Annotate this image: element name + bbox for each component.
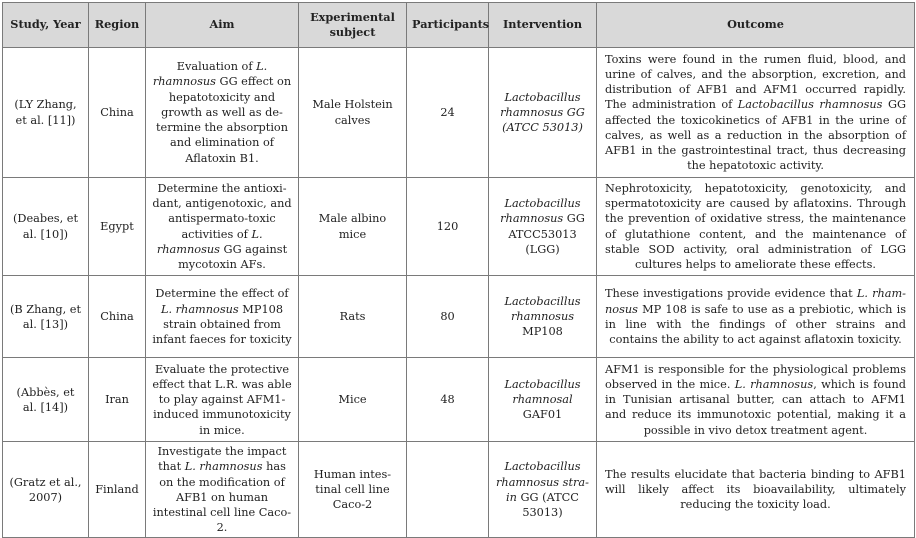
- subject-cell: Male Holstein calves: [299, 48, 407, 178]
- outcome-cell: [597, 442, 915, 538]
- cell-text: GAF01: [522, 408, 563, 422]
- cell-text: AFM1 is responsible for the physiological problems observed in the mice.: [605, 362, 906, 391]
- cell-text: GG effect on hepatotoxicity and growth as well as de-termine the absorption and elimination of Aflatoxin B1.: [155, 75, 292, 165]
- aim-cell: [146, 358, 299, 442]
- intervention-cell: [489, 178, 597, 276]
- header-aim: Aim: [146, 3, 299, 48]
- cell-text: GG (ATCC 53013): [516, 490, 579, 520]
- studies-table: [2, 2, 915, 538]
- intervention-cell: [489, 276, 597, 358]
- cell-text: Investigate the impact that: [157, 445, 287, 474]
- participants-cell: 48: [407, 358, 489, 442]
- cell-text: Toxins were found in the rumen fluid, blood, and urine of calves, and the absorption, excretion, and distribution of AFB1 and AFM1 occurred rapidly. The administration of: [605, 52, 906, 112]
- outcome-cell: [597, 276, 915, 358]
- cell-text: Determine the effect of: [155, 287, 289, 301]
- italic-text: L. rhamnosus: [184, 460, 263, 474]
- table-row: [3, 276, 915, 358]
- cell-text: MP108 strain obtained from infant faeces for toxicity: [152, 302, 292, 346]
- subject-cell: Rats: [299, 276, 407, 358]
- subject-cell: Human intes-tinal cell line Caco-2: [299, 442, 407, 538]
- italic-text: L. rhamnosus: [734, 377, 814, 391]
- intervention-cell: [489, 48, 597, 178]
- italic-text: L. rhamnosus: [152, 60, 268, 89]
- header-subject: Experimental subject: [299, 3, 407, 48]
- table-row: [3, 358, 915, 442]
- italic-text: L. rhamnosus: [160, 302, 239, 316]
- cell-text: , which is found in Tunisian artisanal butter, can attach to AFM1 and reduce its immunotoxic potential, making it a possible in vivo detox treatment agent.: [605, 377, 906, 437]
- cell-text: has on the modification of AFB1 on human intestinal cell line Caco-2.: [152, 460, 292, 535]
- study-cell: (Abbès, et al. [14]): [3, 358, 89, 442]
- cell-text: Nephrotoxicity, hepatotoxicity, genotoxicity, and spermatotoxicity are caused by aflatoxins. Through the prevention of oxidative stress, the maintenance of glutathione content, and the maintenance of stable SOD activity, oral administration of LGG cultures helps to ameliorate these effects.: [605, 182, 906, 272]
- intervention-cell: [489, 358, 597, 442]
- table-row: [3, 178, 915, 276]
- header-intervention: Intervention: [489, 3, 597, 48]
- italic-text: Lactobacillus rhamnosus stra-in: [496, 460, 589, 504]
- aim-cell: [146, 276, 299, 358]
- italic-text: Lactobacillus rhamnosus: [504, 294, 581, 324]
- cell-text: The results elucidate that bacteria binding to AFB1 will likely affect its bioavailability, ultimately reducing the toxicity load.: [605, 468, 906, 512]
- intervention-cell: [489, 442, 597, 538]
- cell-text: GG ATCC53013 (LGG): [508, 212, 585, 256]
- study-cell: (Deabes, et al. [10]): [3, 178, 89, 276]
- italic-text: Lactobacillus rhamnosus GG (ATCC 53013): [500, 90, 585, 135]
- cell-text: GG affected the toxicokinetics of AFB1 in the urine of calves, as well as a reduction in the absorption of AFB1 in the gastrointestinal tract, thus decreasing the hepatotoxic activity.: [605, 98, 906, 173]
- header-row: [3, 3, 915, 48]
- participants-cell: 120: [407, 178, 489, 276]
- region-cell: China: [89, 276, 146, 358]
- header-region: Region: [89, 3, 146, 48]
- subject-cell: Mice: [299, 358, 407, 442]
- region-cell: Finland: [89, 442, 146, 538]
- participants-cell: 80: [407, 276, 489, 358]
- table-row: [3, 48, 915, 178]
- region-cell: China: [89, 48, 146, 178]
- cell-text: GG against mycotoxin AFs.: [178, 242, 288, 272]
- aim-cell: [146, 442, 299, 538]
- cell-text: Evaluate the protective effect that L.R. was able to play against AFM1-induced immunotoxicity in mice.: [152, 362, 292, 437]
- italic-text: Lactobacillus rhamnosus: [737, 98, 883, 112]
- aim-cell: [146, 178, 299, 276]
- study-cell: (B Zhang, et al. [13]): [3, 276, 89, 358]
- italic-text: Lactobacillus rhamnosal: [504, 377, 581, 407]
- cell-text: Evaluation of: [176, 60, 257, 74]
- cell-text: MP 108 is safe to use as a prebiotic, which is in line with the findings of other strains and contains the ability to act against aflatoxin toxicity.: [605, 302, 906, 346]
- outcome-cell: [597, 358, 915, 442]
- outcome-cell: [597, 48, 915, 178]
- region-cell: Egypt: [89, 178, 146, 276]
- study-cell: (Gratz et al., 2007): [3, 442, 89, 538]
- participants-cell: [407, 442, 489, 538]
- cell-text: Determine the antioxi-dant, antigenotoxic, and antispermato-toxic activities of: [152, 182, 292, 241]
- italic-text: L. rhamnosus: [156, 227, 263, 256]
- italic-text: L. rham-nosus: [605, 287, 907, 316]
- cell-text: These investigations provide evidence that: [605, 287, 857, 301]
- aim-cell: [146, 48, 299, 178]
- header-study: Study, Year: [3, 3, 89, 48]
- cell-text: MP108: [522, 325, 563, 339]
- italic-text: Lactobacillus rhamnosus: [500, 197, 581, 226]
- outcome-cell: [597, 178, 915, 276]
- subject-cell: Male albino mice: [299, 178, 407, 276]
- header-participants: Participants: [407, 3, 489, 48]
- header-outcome: Outcome: [597, 3, 915, 48]
- region-cell: Iran: [89, 358, 146, 442]
- participants-cell: 24: [407, 48, 489, 178]
- study-cell: (LY Zhang, et al. [11]): [3, 48, 89, 178]
- table-row: [3, 442, 915, 538]
